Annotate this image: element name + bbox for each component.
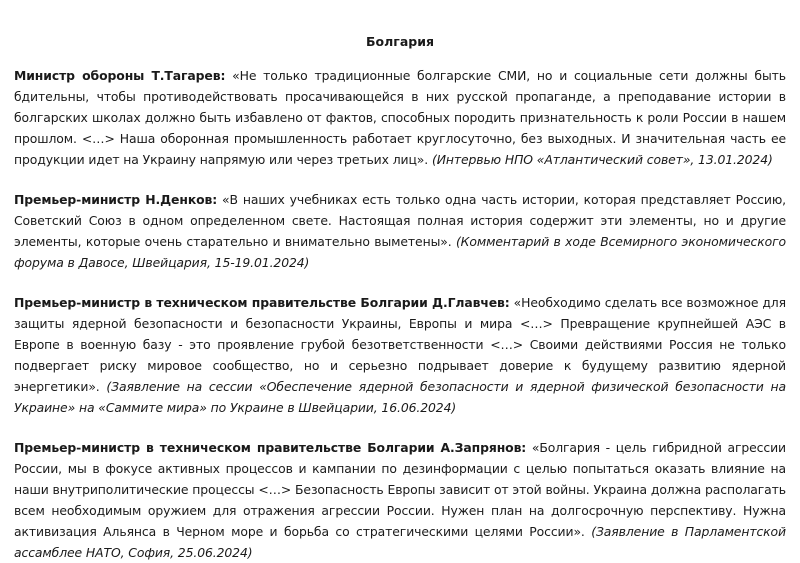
quote-source: (Комментарий в ходе Всемирного экономического форума в Давосе, Швейцария, 15-19.01.2024)	[14, 234, 786, 270]
speaker-name: Министр обороны Т.Тагарев:	[14, 68, 226, 83]
speaker-name: Премьер-министр Н.Денков:	[14, 192, 218, 207]
quote-source: (Интервью НПО «Атлантический совет», 13.01.2024)	[431, 152, 773, 167]
quote-source: (Заявление на сессии «Обеспечение ядерной безопасности и ядерной физической безопасности на Украине» на «Саммите мира» по Украине в Швейцарии, 16.06.2024)	[14, 379, 786, 415]
quote-entry-denkov	[14, 189, 786, 273]
quote-entry-zapryanov	[14, 437, 786, 563]
quote-entry-glavchev	[14, 292, 786, 418]
quote-entry-tagarev	[14, 65, 786, 170]
quote-text: «Необходимо сделать все возможное для защиты ядерной безопасности и безопасности Украины, Европы и мира <…> Превращение крупнейшей АЭС в Европе в военную базу - это проявление грубой безответственности <…> Своими действиями Россия не только подвергает риску мировое сообщество, но и серьезно подрывает доверие к будущему развитию ядерной энергетики».	[14, 295, 786, 394]
quote-source: (Заявление в Парламентской ассамблее НАТО, София, 25.06.2024)	[14, 524, 786, 560]
speaker-name: Премьер-министр в техническом правительстве Болгарии А.Запрянов:	[14, 440, 527, 455]
quote-text: «В наших учебниках есть только одна часть истории, которая представляет Россию, Советский Союз в одном определенном свете. Настоящая полная история содержит эти элементы, но и другие элементы, которые очень старательно и внимательно выметены».	[14, 192, 786, 249]
speaker-name: Премьер-министр в техническом правительстве Болгарии Д.Главчев:	[14, 295, 510, 310]
page-title: Болгария	[366, 34, 434, 49]
quote-text: «Не только традиционные болгарские СМИ, но и социальные сети должны быть бдительны, чтобы противодействовать просачивающейся в них русской пропаганде, а преподавание истории в болгарских школах должно быть избавлено от фактов, способных породить признательность к роли России в нашем прошлом. <…> Наша оборонная промышленность работает круглосуточно, без выходных. И значительная часть ее продукции идет на Украину напрямую или через третьих лиц».	[14, 68, 786, 167]
quote-text: «Болгария - цель гибридной агрессии России, мы в фокусе активных процессов и кампании по дезинформации с целью попытаться оказать влияние на наши внутриполитические процессы <…> Безопасность Европы зависит от этой войны. Украина должна располагать всем необходимым оружием для отражения агрессии России. Нужен план на долгосрочную перспективу. Нужна активизация Альянса в Черном море и борьба со стратегическими целями России».	[14, 440, 786, 539]
